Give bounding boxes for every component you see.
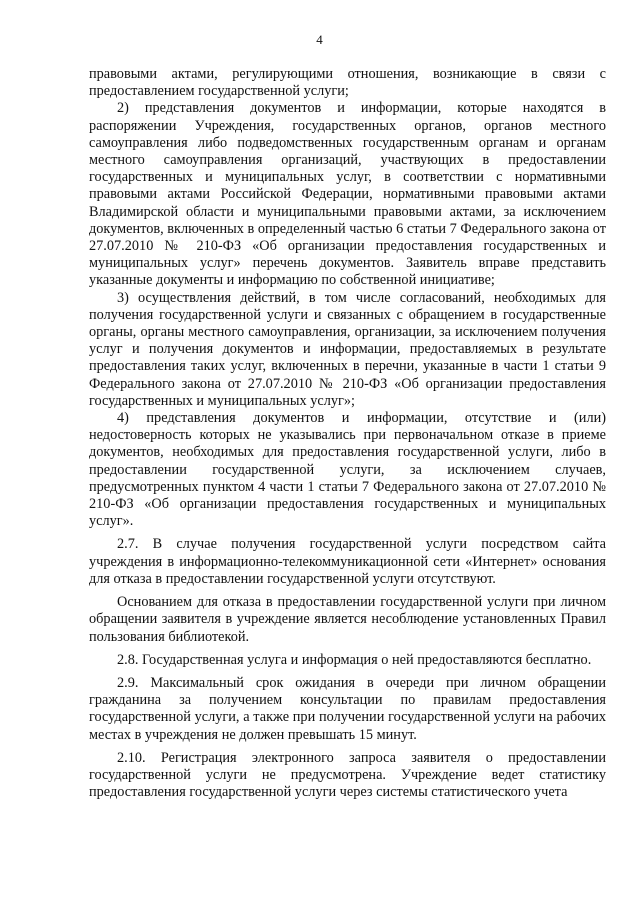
paragraph-item-4: 4) представления документов и информации, отсутствие и (или) недостоверность которых не указывались при первоначальном отказе в приеме документов, необходимых для предоставления государственной услуги, либо в предоставлении государственной услуги, за исключением случаев, предусмотренных пунктом 4 части 1 статьи 7 Федерального закона от 27.07.2010 № 210-ФЗ «Об организации предоставления государственных и муниципальных услуг». xyxy=(89,410,606,530)
paragraph-2-10: 2.10. Регистрация электронного запроса заявителя о предоставлении государственной услуги не предусмотрена. Учреждение ведет статистику предоставления государственной услуги через системы статистического учета xyxy=(89,749,606,801)
paragraph-item-3: 3) осуществления действий, в том числе согласований, необходимых для получения государственной услуги и связанных с обращением в государственные органы, органы местного самоуправления, организации, за исключением получения услуг и получения документов и информации, предоставляемых в результате предоставления таких услуг, включенных в перечни, указанные в части 1 статьи 9 Федерального закона от 27.07.2010 № 210-ФЗ «Об организации предоставления государственных и муниципальных услуг»; xyxy=(89,289,606,409)
paragraph-refusal-grounds: Основанием для отказа в предоставлении государственной услуги при личном обращении заявителя в учреждение является несоблюдение установленных Правил пользования библиотекой. xyxy=(89,594,606,645)
paragraph-2-7: 2.7. В случае получения государственной услуги посредством сайта учреждения в информационно-телекоммуникационной сети «Интернет» основания для отказа в предоставлении государственной услуги отсутствуют. xyxy=(89,536,606,587)
paragraph-item-2: 2) представления документов и информации, которые находятся в распоряжении Учреждения, государственных органов, органов местного самоуправления либо подведомственных государственным органам и органам местного самоуправления организаций, участвующих в предоставлении государственных и муниципальных услуг, в соответствии с нормативными правовыми актами Российской Федерации, нормативными правовыми актами Владимирской области и муниципальными правовыми актами, за исключением документов, включенных в определенный частью 6 статьи 7 Федерального закона от 27.07.2010 № 210-ФЗ «Об организации предоставления государственных и муниципальных услуг» перечень документов. Заявитель вправе представить указанные документы и информацию по собственной инициативе; xyxy=(89,100,606,289)
document-body xyxy=(89,66,606,801)
paragraph-2-9: 2.9. Максимальный срок ожидания в очереди при личном обращении гражданина за получением консультации по правилам предоставления государственной услуги, а также при получении государственной услуги на рабочих местах в учреждения не должен превышать 15 минут. xyxy=(89,674,606,743)
paragraph-2-8: 2.8. Государственная услуга и информация о ней предоставляются бесплатно. xyxy=(117,651,592,668)
paragraph-continuation: правовыми актами, регулирующими отношения, возникающие в связи с предоставлением государственной услуги; xyxy=(89,66,606,100)
page-number: 4 xyxy=(316,32,323,47)
